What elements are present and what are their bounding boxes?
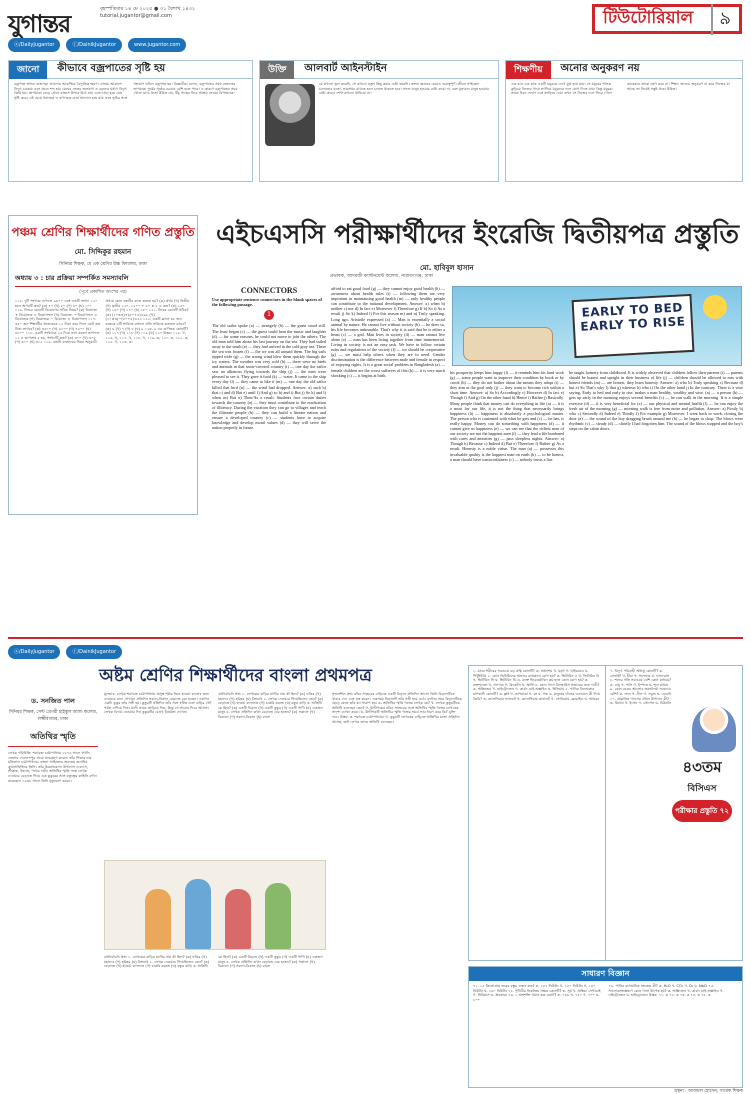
bcs-quiz-col-a: ১. মানব শরীরের সবচেয়ে বড় গ্রন্থি কোনটি? ক. অগ্ন্যাশয় খ. যকৃৎ গ. থাইরয়েড ঘ. পিটুইটারি ২. কোন ভিটামিনের অভাবে রাতকানা রোগ হয়? ক. ভিটামিন এ খ. ভিটামিন বি গ. ভিটামিন সি ঘ. ভিটামিন ডি ৩. রক্তে হিমোগ্লোবিন কম হলে কোন রোগ হয়? ক. রক্তশূন্যতা খ. গলগণ্ড গ. রিকেটস ঘ. স্কার্ভি ৪. কোন গ্যাস গ্রিনহাউস প্রভাবের জন্য দায়ী? ক. অক্সিজেন খ. নাইট্রোজেন গ. কার্বন ডাই-অক্সাইড ঘ. হিলিয়াম ৫. পানির বিশুদ্ধতার মাপকাঠি কোনটি? ক. pH খ. তাপমাত্রা গ. রং ঘ. গন্ধ ৬. মানুষের দাঁতের এনামেল কী দিয়ে তৈরি? ক. ক্যালসিয়াম ফসফেট খ. ক্যালসিয়াম কার্বনেট গ. সোডিয়াম ক্লোরাইড ঘ. আয়রন <box>469 666 606 960</box>
bcs-prep-badge: পরীক্ষার প্রস্তুতি ৭২ <box>672 800 732 822</box>
early-to-bed-poster <box>572 294 695 358</box>
child-figure <box>225 889 251 949</box>
poster-line-1: EARLY TO BED <box>581 300 684 320</box>
math-author: মো. সিদ্দিকুর রহমান <box>74 248 132 256</box>
math-chapter: অধ্যায় ৩ : চার প্রক্রিয়া সম্পর্কিত সমস্যাবলি <box>15 273 191 287</box>
page-header <box>0 0 751 60</box>
early-to-bed-illustration <box>452 286 742 366</box>
section-title: টিউটোরিয়াল <box>603 8 694 28</box>
bcs-number: ৪৩তম <box>682 758 722 776</box>
bangla-text-c-cont: বহুনির্বাচনি প্রশ্ন: ১. লেখকের বাড়ির মালীর নাম কী ছিল? (ক) ফকির (খ) মহাদেব (গ) হরিহর (ঘ) বিশ্বনাথ ২. লেখক দেওঘরে গিয়েছিলেন কেন? (ক) বেড়াতে (খ) হাওয়া বদলাতে (গ) চাকরি করতে (ঘ) বন্ধুর বাড়ি ৩. অতিথি কে ছিল? (ক) একটি বিড়াল (খ) একটি কুকুর (গ) একটি পাখি (ঘ) একজন মানুষ ৪. লেখক প্রতিদিন কখন বেড়াতে বের হতেন? (ক) সকালে (খ) বিকালে (গ) সকাল-বিকাল (ঘ) রাতে <box>104 955 323 969</box>
social-twitter-link[interactable]: ⓧ/DailyJugantor <box>8 38 60 52</box>
teacher-illustration <box>692 706 736 752</box>
panel-title: কীভাবে বজ্রপাতের সৃষ্টি হয় <box>57 63 166 74</box>
bangla-column-d <box>332 692 462 1088</box>
english-headline: এইচএসসি পরীক্ষার্থীদের ইংরেজি দ্বিতীয়পত্র প্রস্তুতি <box>216 220 739 250</box>
child-figure <box>265 883 291 949</box>
science-col-b: ৭৪. পানির রাসায়নিক সংকেত কী? ক. H₂O খ. CO₂ গ. O₂ ঘ. NaCl ৭৫. সালোকসংশ্লেষণে কোন গ্যাস উৎপন্ন হয়? ক. অক্সিজেন খ. কার্বন ডাই-অক্সাইড গ. নাইট্রোজেন ঘ. হাইড্রোজেন উত্তর: ৭১. ক ৭২. ক ৭৩. ক ৭৪. ক ৭৫. ক <box>608 984 724 998</box>
social-facebook-link[interactable]: ⓕ/DainikJugantor <box>66 38 122 52</box>
math-section <box>8 215 198 515</box>
panel-body: বজ্রপাত অথবা বাজপড়া আলোর আকস্মিক বৈদ্যুতিক ক্ষরণ। এসময় আকাশে বিদ্যুৎ চমকায় এবং প্রচণ্ড শব্দ হয়। মেঘের ভেতর জলকণা ও বরফের ঘর্ষণে বিদ্যুৎ তৈরি হয়। তাপমাত্রা বেড়ে গেলে বাতাস উপরে উঠে যায় এবং ঠান্ডা হয়ে মেঘ সৃষ্টি করে। এই মেঘে ধনাত্মক ও ঋণাত্মক চার্জ আলাদা হয়ে যায় এবং ভূমির সঙ্গে সংযোগ ঘটলে বজ্রপাত হয়। বিজ্ঞানীরা বলেন, বজ্রপাতের সময় বাতাসের তাপমাত্রা সূর্যের পৃষ্ঠের চেয়েও বেশি হতে পারে। এ কারণে বজ্রপাতের সময় খোলা মাঠে থাকা উচিত নয়, উঁচু গাছের নিচে আশ্রয় নেওয়া বিপজ্জনক। <box>14 82 238 100</box>
bangla-text-c: বহুনির্বাচনি প্রশ্ন: ১. লেখকের বাড়ির মালীর নাম কী ছিল? (ক) ফকির (খ) মহাদেব (গ) হরিহর (ঘ) বিশ্বনাথ ২. লেখক দেওঘরে গিয়েছিলেন কেন? (ক) বেড়াতে (খ) হাওয়া বদলাতে (গ) চাকরি করতে (ঘ) বন্ধুর বাড়ি ৩. অতিথি কে ছিল? (ক) একটি বিড়াল (খ) একটি কুকুর (গ) একটি পাখি (ঘ) একজন মানুষ ৪. লেখক প্রতিদিন কখন বেড়াতে বের হতেন? (ক) সকালে (খ) বিকালে (গ) সকাল-বিকাল (ঘ) রাতে <box>218 692 324 719</box>
child-figure <box>145 889 171 949</box>
connectors-instruction: Use appropriate sentence connectors in the blank spaces of the following passage. <box>212 297 322 308</box>
english-column-b <box>331 286 445 632</box>
poster-line-2: EARLY TO RISE <box>580 314 686 334</box>
panel-tag: জানো <box>9 61 47 79</box>
science-section <box>468 966 743 1088</box>
english-column-d <box>569 370 743 630</box>
science-credit: গ্রন্থনা : আজমল হোসেন, সাবেক শিক্ষক <box>674 1089 743 1094</box>
bangla-text-a: লেখক পরিচিতি: শরৎচন্দ্র চট্টোপাধ্যায় ১৮৭৬ সালে হুগলি জেলার দেবানন্দপুর গ্রামে জন্মগ্রহণ করেন। তাঁর পিতার নাম মতিলাল চট্টোপাধ্যায়। বাংলা সাহিত্যের অন্যতম জনপ্রিয় কথাসাহিত্যিক তিনি। তাঁর উল্লেখযোগ্য উপন্যাস দেবদাস, শ্রীকান্ত, গৃহদাহ, পথের দাবী। অতিথির স্মৃতি গল্পে লেখক দেওঘরে বেড়াতে গিয়ে এক কুকুরের সঙ্গে বন্ধুত্বের কাহিনি বর্ণনা করেছেন। ১৯৩৮ সালে তিনি মৃত্যুবরণ করেন। <box>8 751 97 783</box>
einstein-photo <box>265 84 315 146</box>
panel-body: যে কখনো ভুল করেনি, সে কখনো নতুন কিছু করার চেষ্টা করেনি। কল্পনা জ্ঞানের চেয়েও গুরুত্বপূর্ণ। জীবন সাইকেল চালানোর মতো, ভারসাম্য রাখতে হলে চলতে থাকতে হবে। সফল মানুষ হওয়ার চেষ্টা করো না, বরং মূল্যবান মানুষ হওয়ার চেষ্টা করো। শেখা কখনো থামিয়ো না। <box>319 82 489 96</box>
bcs-badge-block <box>668 756 736 828</box>
panel-tag: উক্তি <box>260 61 294 79</box>
english-text-b: afford to eat good food (g) — they cannot enjoy good health (h) — awareness about health rules (i) — following them are very important in maintaining good health (m) — only healthy people can contribute to the national development. Answer: a) when b) neither c) nor d) In fact e) Moreover f) Therefore g) If h) So i) As a result j) So k) Indeed l) For this reason m) and n) Truly speaking. Long ago, Aristotle expressed (a) — Man is essentially a social animal by nature. He cannot live without society (b) — he does so, his life becomes unbearable. That's why it is said that he is either a beast (c) — a god. Man lives in society (d) — man cannot live alone (e) — man has been living together from time immemorial. Living in society is not an easy task. We have to follow certain rules and regulations of the society (f) — we should be cooperative (g) — we must help others when they are in need. Gender discrimination is the difference between male and female in respect of enjoying rights. It is a great social problem in Bangladesh (a) — female children are the worst sufferers of this (b) — it is very much shocking (c) — it begins at birth. <box>331 286 445 378</box>
section-divider <box>8 637 743 639</box>
sun-icon <box>703 295 727 319</box>
masthead-logo: যুগান্তর <box>8 9 71 38</box>
bangla-text-b: মূলভাব: লেখক শরৎচন্দ্র চট্টোপাধ্যায় অসুস্থ শরীর নিয়ে হাওয়া বদলের জন্য দেওঘরে যান। সেখানে প্রতিদিন সকাল-বিকাল বেড়াতে বের হতেন। একদিন একটা কুকুর তাঁর সঙ্গী হয়। কুকুরটি প্রতিদিন তাঁর সঙ্গে হাঁটত এবং বাড়ির গেট পর্যন্ত এগিয়ে দিত। মালী তাকে তাড়িয়ে দিত, কিন্তু সে আবার ফিরে আসত। লেখক বিদায় নেওয়ার দিন কুকুরটির চোখে বিষণ্ণতা দেখেন। <box>104 692 212 715</box>
bangla-headline: অষ্টম শ্রেণির শিক্ষার্থীদের বাংলা প্রথমপত্র <box>99 666 372 686</box>
panel-lesson <box>505 60 743 182</box>
english-affiliation: প্রভাষক, আদমজী ক্যান্টনমেন্ট কলেজ, নারায়ণগঞ্জ, ঢাকা <box>330 274 434 279</box>
bangla-author: ড. সনজিত পাল <box>31 697 75 705</box>
child-figure <box>185 879 211 949</box>
social-facebook-link[interactable]: ⓕ/DainikJugantor <box>66 645 122 659</box>
bed-icon <box>463 327 553 361</box>
science-title: সাধারণ বিজ্ঞান <box>469 967 742 981</box>
panel-title: আলবার্ট আইনস্টাইন <box>304 63 387 74</box>
panel-quote <box>259 60 499 182</box>
panel-body: এক বনে এক কাক একটি ময়ূরকে দেখে মুগ্ধ হয়ে যায়। সে ময়ূরের পালক কুড়িয়ে নিজের গায়ে লাগিয়ে ময়ূরদের দলে যোগ দিতে যায়। কিন্তু ময়ূররা তাকে চিনে ফেলে এবং তাড়িয়ে দেয়। তখন সে নিজের দলে ফিরে গেলে কাকেরাও তাকে গ্রহণ করে না। শিক্ষা: অন্যের অনুকরণ না করে নিজের যা আছে তা নিয়েই সন্তুষ্ট থাকা উচিত। <box>511 82 730 96</box>
english-author: মো. হাবিবুল হাসান <box>420 264 474 272</box>
bangla-column-a <box>8 692 98 1088</box>
english-text-a: The old sailor spoke (a) — strangely (b) — the guest stood still. The feast began (c) — the guest could hear the music and laughter (d) — for some reasons, he could not move to join the others. The old man told him about his last journey on the sea. They had sailed away to the south (e) — they had arrived in the cold gray sea. There the sea was frozen (f) — the ice was all around them. The big sails ripped wide (g) — the strong wind blew them quickly through the icy waters. The weather was very cold (h) — there were no birds and animals in that snow-covered country (i) — one day the sailor saw an albatross flying towards the ship (j) — the men were pleased to see it. They gave it food (k) — water. It came to the ship every day (l) — they came to like it (m) — one day the old sailor killed that bird (n) — the wind had dropped. Answer: a) such b) that c) and d) But e) until f) And g) so h) and i) But j) So k) and l) when m) But n) Then/As a result. Students face certain duties towards the country (a) — they must contribute to the eradication of illiteracy. During the vacation they can go to villages and teach the illiterate people (b) — they can build a literate nation and ensure a developed country (c) — students have to acquire knowledge and develop moral values (d) — they will serve the nation properly in future. <box>212 323 326 431</box>
bcs-quiz-col-b: ৭. বিদ্যুৎ পরিবাহী অধাতু কোনটি? ক. গ্রাফাইট খ. হীরা গ. সালফার ঘ. ফসফরাস ৮. শব্দের গতি সবচেয়ে বেশি কোন মাধ্যমে? ক. বায়ু খ. পানি গ. ইস্পাত ঘ. শূন্য মাধ্যম ৯. কোন রঙের আলোর তরঙ্গদৈর্ঘ্য সবচেয়ে বেশি? ক. লাল খ. নীল গ. সবুজ ঘ. বেগুনি ১০. প্রাকৃতিক গ্যাসের প্রধান উপাদান কী? ক. মিথেন খ. ইথেন গ. প্রোপেন ঘ. বিউটেন <box>610 669 672 706</box>
english-text-c: his prosperity keeps him happy (f) — it reminds him his hard work (g) — some people want to improve their condition by hook or by crook (h) — they do not bother about the means they adopt (i) — they aim at the goal only (j) — they want to become rich within a short time. Answer: a) So b) Accordingly c) However d) In fact e) Though f) And g) On the other hand h) Hence i) Rather j) Basically. Many people think that money can do everything in life (a) — it is a must for our life, it is not the thing that necessarily brings happiness (b) — happiness is absolutely a psychological matter. The person who is contented with what he gets and (c) — he has, is really happy. Money can do something with happiness (d) — it cannot give us happiness (e) — we can see that the richest man of our society are not the happiest men (f) — they lead a life burdened with cares and anxieties (g) — pass sleepless nights. Answer: a) Though b) Because c) Indeed d) But e) Therefore f) Rather g) As a result. Honesty is a noble virtue. The man (a) — possesses this invaluable quality is the happiest man on earth (b) — to be honest, a man should have trustworthiness (c) — nobody trusts a liar. <box>450 370 564 462</box>
section-title-box <box>592 4 742 34</box>
math-subtitle: (পূর্বে প্রকাশিত অংশের পর) <box>79 290 127 295</box>
english-column-a <box>212 286 326 632</box>
bangla-affiliation: সিনিয়র শিক্ষক, সেন্ট গ্রেগরী হাইস্কুল অ্যান্ড কলেজ, লক্ষ্মীবাজার, ঢাকা <box>8 710 98 722</box>
panel-title: অনোর অনুকরণ নয় <box>560 63 640 74</box>
children-illustration <box>104 860 326 950</box>
top-panels <box>8 60 743 182</box>
bcs-label: বিসিএস <box>687 784 717 794</box>
science-col-a: ৭১. ১৫ কিলোগ্রাম ভরের বস্তুর ওজন কত? ক. ১৪৭ নিউটন খ. ১৫০ নিউটন গ. ১৪০ নিউটন ঘ. ১৬০ নিউটন ৭২. পৃথিবীর নিকটতম নক্ষত্র কোনটি? ক. সূর্য খ. প্রক্সিমা সেন্টারাই গ. সিরিয়াস ঘ. ধ্রুবতারা ৭৩. ১ অশ্বশক্তি সমান কত ওয়াট? ক. ৭৪৬ খ. ৭৫০ গ. ৭০০ ঘ. ৮০০ <box>473 984 601 1002</box>
math-title: পঞ্চম শ্রেণির শিক্ষার্থীদের গণিত প্রস্তুতি <box>11 225 195 239</box>
header-email[interactable]: tutorial.jugantor@gmail.com <box>100 13 172 19</box>
connectors-heading: CONNECTORS <box>240 286 298 295</box>
question-number-1: 1 <box>264 310 274 320</box>
panel-know <box>8 60 253 182</box>
math-affiliation: সিনিয়র শিক্ষক, যে এক শ্রেণির উচ্চ বিদ্যালয়, ঢাকা <box>59 262 147 267</box>
header-date: বৃহস্পতিবার ১৪ মে ২০২৫ ● ৩১ বৈশাখ ১৪৩২ <box>100 6 196 12</box>
bcs-quiz <box>468 665 743 961</box>
social-twitter-link[interactable]: ⓧ/DailyJugantor <box>8 645 60 659</box>
bangla-text-d: সৃজনশীল প্রশ্ন: রবিন সাহেবের বাড়িতে একটি বিড়াল প্রতিদিন আসে। তিনি বিড়ালটিকে খাবার দেন এবং যত্ন করেন। একসময় বিড়ালটি তাঁর সঙ্গী হয়ে ওঠে। বদলির সময় বিড়ালটিকে ছেড়ে যেতে তাঁর মন খারাপ হয়। ক. অতিথির স্মৃতি গল্পের লেখক কে? খ. লেখক কুকুরটিকে অতিথি বলেছেন কেন? গ. উদ্দীপকের রবিন সাহেবের সঙ্গে অতিথির স্মৃতি গল্পের লেখকের সাদৃশ্য ব্যাখ্যা করো। ঘ. উদ্দীপকটি অতিথির স্মৃতি গল্পের সমগ্র ভাব ধারণ করে কি? যুক্তি দাও। উত্তর: ক. শরৎচন্দ্র চট্টোপাধ্যায়। খ. কুকুরটি লেখকের বাড়িতে অতিথির মতো প্রতিদিন আসত, তাই লেখক তাকে অতিথি বলেছেন। <box>332 692 462 724</box>
social-links-lower <box>8 643 743 661</box>
panel-tag: শিক্ষণীয় <box>506 61 551 79</box>
english-column-c <box>450 370 564 630</box>
page-number: ৯ <box>711 4 731 35</box>
website-link[interactable]: www.jugantor.com <box>128 38 186 52</box>
social-links <box>8 38 186 52</box>
header-meta <box>100 6 195 20</box>
bangla-column-b-lower <box>104 955 326 1088</box>
bangla-topic: অতিথির স্মৃতি <box>8 731 98 747</box>
english-text-d: be taught honesty from childhood. It is widely observed that children follow their parents (i) — parents should be honest and upright in their business of life (j) — children should be allowed to mix with honest friends (m) — are honest, they learn honesty. Answer: a) who b) Truly speaking c) Because d) but e) So That's why f) that g) whereas h) who i) On the other hand j) In the contrary. There is a wise saying, Early to bed and early to rise, makes a man healthy, wealthy and wise. (a) — a person (b) — gets up early in the morning enjoys several benefits (c) — he can walk in the morning. It is a simple exercise (d) — it is very beneficial for (e) — our physical and mental health (f) — he can enjoy the fresh air of the morning (g) — morning walk is free from noise and pollution. Answer: a) Firstly b) who c) Secondly d) Indeed e) Thirdly f) For example g) Moreover. I went back to work, closing the door (a) — the sound of the boy dragging brush around me (b) — he began to chop. The blows were rhythmic (c) — steady (d) — shortly I had forgotten him. The sound of the blows stopped and the boy's steps on the cabin doors. <box>569 370 743 432</box>
math-questions: ১১৫. দুটি সংখ্যার গুণফল ৯৬০০ এবং একটি সংখ্যা ১২০ হলে অপরটি কত? (ক) ৭০ (খ) ৮০ (গ) ৯০ (ঘ) ১০০ ১১৬. নিচের কোনটি বিয়োগের সঠিক নিয়ম? (ক) বিয়োজ্য + বিয়োজক = বিয়োগফল (খ) বিয়োজ্য − বিয়োগফল = বিয়োজক (গ) বিয়োজক − বিয়োজ্য = বিয়োগফল ১১৭. ৩৫০ জন শিক্ষার্থীর প্রত্যেককে ১২ টাকা করে দিলে মোট কত টাকা লাগবে? (ক) ৩৬০০ (খ) ৪২০০ (গ) ৪৫০০ (ঘ) ৪৮০০ ১১৮. একটি সংখ্যাকে ২৫ দিয়ে ভাগ করলে ভাগফল ১২ ও ভাগশেষ ৫ হয়, সংখ্যাটি কত? (ক) ৩০০ (খ) ৩০৫ (গ) ৩১০ (ঘ) ৩১৫ ১১৯. বন্ধনী ব্যবহারের নিয়ম অনুযায়ী প্রথমে কোন বন্ধনীর কাজ করতে হয়? (ক) প্রথম (খ) দ্বিতীয় (গ) তৃতীয় ১২০. ১২০০ ÷ ৪০ × ৫ = কত? (ক) ১৫০ (খ) ১৬০ (গ) ১৭০ (ঘ) ১৮০ ১২১. নিচের কোনটি সঠিক? (ক) (২০×৩)+(৪০÷৫)=৬৮ (খ) (২০×৩)−(৪০÷৫)=৫২ ১২২. একটি ক্লাসে ৪৮ জন ছাত্রকে ৬টি সারিতে বসালে প্রতি সারিতে কতজন বসবে? (ক) ৬ (খ) ৭ (গ) ৮ (ঘ) ৯ ১২৩. ৯ এর গুণিতক কোনটি? (ক) ১১৭ (খ) ১১৮ (গ) ১১৯ (ঘ) ১২০ উত্তর: ১১৫. খ, ১১৬. খ, ১১৭. খ, ১১৮. খ, ১১৯. ক, ১২০. ক, ১২১. ক, ১২২. গ, ১২৩. ক। <box>15 299 190 345</box>
